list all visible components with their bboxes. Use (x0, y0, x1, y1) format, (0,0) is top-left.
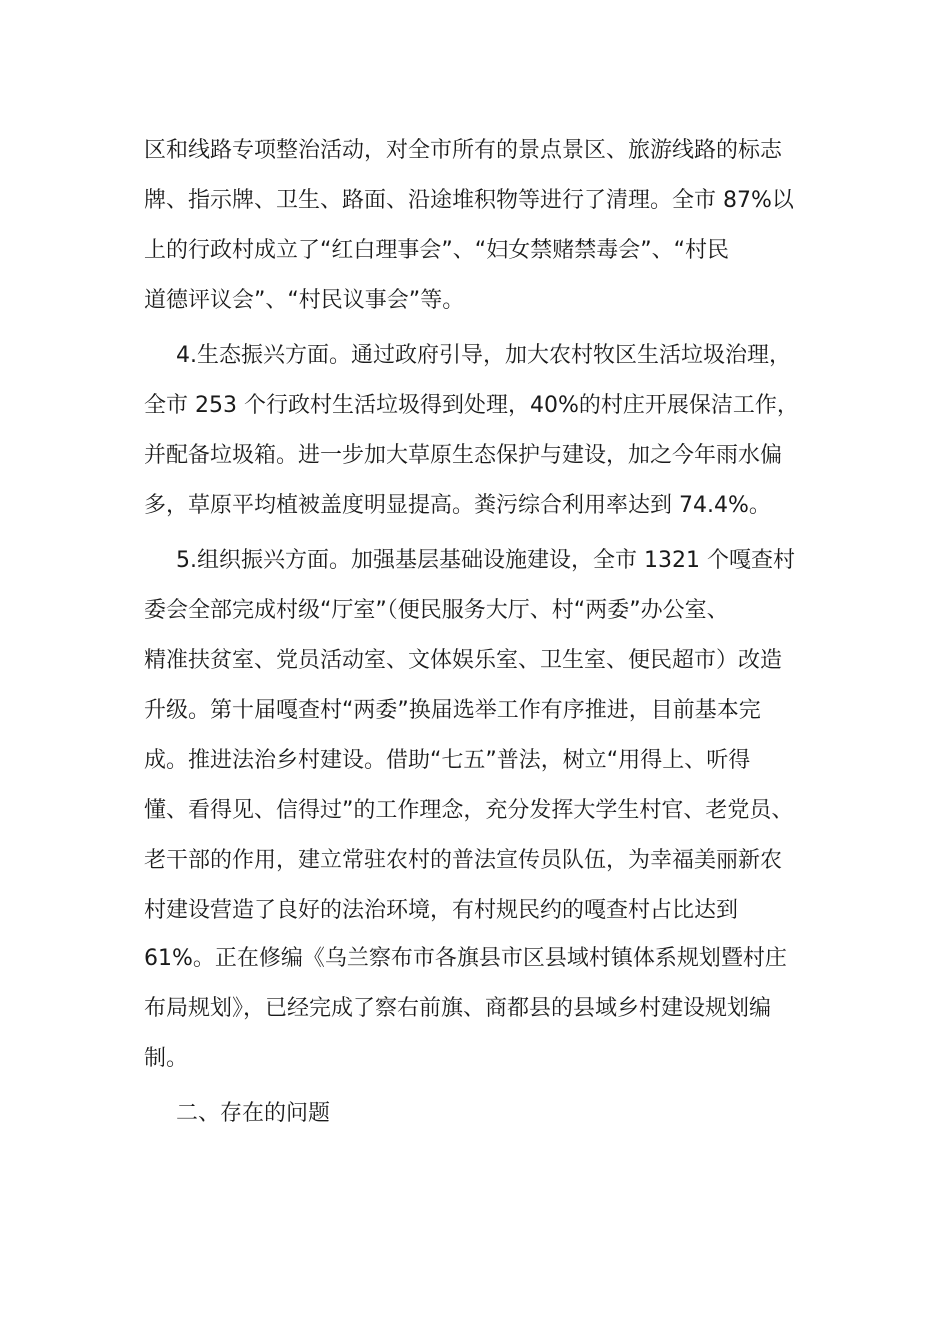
paragraph-5-line-11: 制。 (144, 1046, 189, 1071)
paragraph-3-line-1: 区和线路专项整治活动，对全市所有的景点景区、旅游线路的标志 (144, 138, 783, 163)
paragraph-3-line-2: 牌、指示牌、卫生、路面、沿途堆积物等进行了清理。全市 87%以 (144, 188, 794, 213)
paragraph-5-line-10: 布局规划》，已经完成了察右前旗、商都县的县域乡村建设规划编 (144, 996, 772, 1021)
paragraph-5-line-7: 老干部的作用，建立常驻农村的普法宣传员队伍，为幸福美丽新农 (144, 848, 783, 873)
paragraph-5-line-1: 5.组织振兴方面。加强基层基础设施建设，全市 1321 个嘎查村 (176, 548, 795, 573)
paragraph-3-line-3: 上的行政村成立了“红白理事会”、“妇女禁赌禁毒会”、“村民 (144, 238, 729, 263)
section-heading: 二、存在的问题 (176, 1101, 331, 1126)
paragraph-3-line-4: 道德评议会”、“村民议事会”等。 (144, 288, 465, 313)
paragraph-5-line-6: 懂、看得见、信得过”的工作理念，充分发挥大学生村官、老党员、 (144, 798, 794, 823)
paragraph-5-line-9: 61%。正在修编《乌兰察布市各旗县市区县域村镇体系规划暨村庄 (144, 946, 787, 971)
paragraph-4-line-4: 多，草原平均植被盖度明显提高。粪污综合利用率达到 74.4%。 (144, 493, 771, 518)
paragraph-5-line-3: 精准扶贫室、党员活动室、文体娱乐室、卫生室、便民超市）改造 (144, 648, 783, 673)
paragraph-5-line-5: 成。推进法治乡村建设。借助“七五”普法，树立“用得上、听得 (144, 748, 751, 773)
paragraph-4-line-3: 并配备垃圾箱。进一步加大草原生态保护与建设，加之今年雨水偏 (144, 443, 783, 468)
paragraph-5-line-2: 委会全部完成村级“厅室”（便民服务大厅、村“两委”办公室、 (144, 598, 729, 623)
paragraph-5-line-4: 升级。第十届嘎查村“两委”换届选举工作有序推进，目前基本完 (144, 698, 761, 723)
paragraph-4-line-1: 4.生态振兴方面。通过政府引导，加大农村牧区生活垃圾治理， (176, 343, 791, 368)
paragraph-4-line-2: 全市 253 个行政村生活垃圾得到处理，40%的村庄开展保洁工作， (144, 393, 799, 418)
paragraph-5-line-8: 村建设营造了良好的法治环境，有村规民约的嘎查村占比达到 (144, 898, 739, 923)
